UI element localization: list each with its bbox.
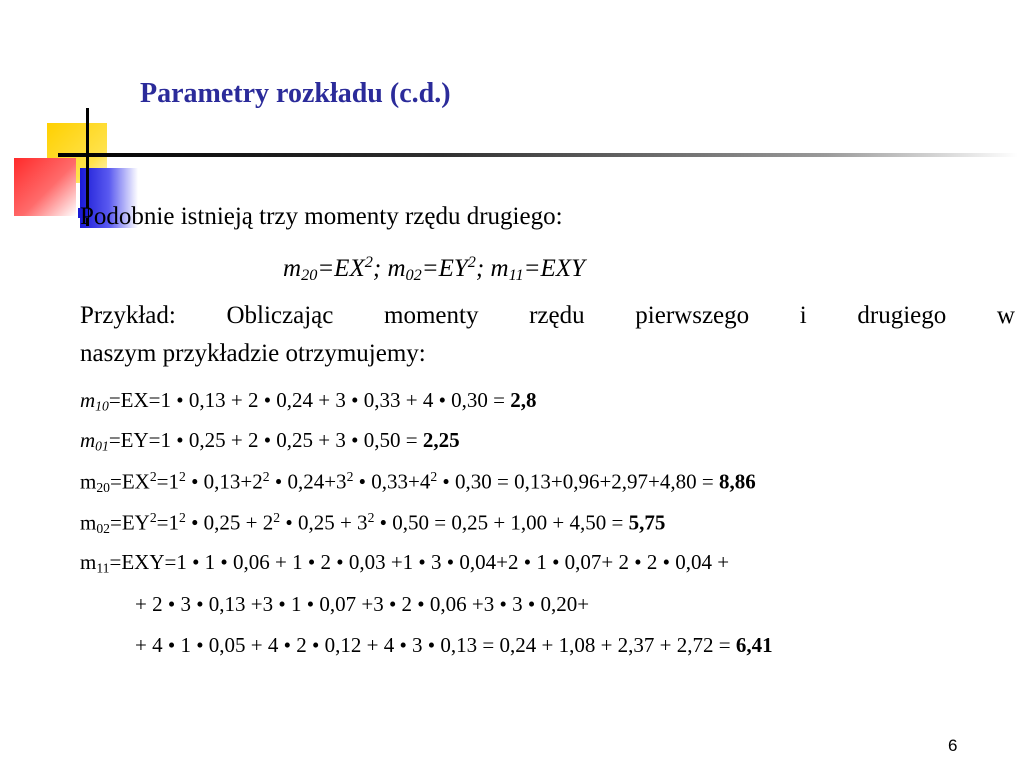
formula-m02: $m_{02}=EY^2=1^2$ • $0,25 + 2^2$ • $0,25 + 3^2$ • 0,50 = 0,25 + 1,00 + 4,50 = 5,75 — [80, 510, 666, 536]
intro-text: Podobnie istnieją trzy momenty rzędu drugiego: — [80, 203, 563, 230]
formula-m11-line1: $m_{11}=EXY=1$ • 1 • 0,06 + 1 • 2 • 0,03 +1 • 3 • 0,04+2 • 1 • 0,07+ 2 • 2 • 0,04 + — [80, 550, 730, 576]
page-number: 6 — [948, 736, 958, 755]
moments-definition: $m_{20}=EX^2$; $m_{02}=EY^2$; $m_{11}=EXY$ — [283, 253, 585, 284]
decor-red-square — [14, 158, 76, 216]
formula-m11-line2: + 2 • 3 • 0,13 +3 • 1 • 0,07 +3 • 2 • 0,06 +3 • 3 • 0,20+ — [135, 592, 590, 616]
example-text-line2: naszym przykładzie otrzymujemy: — [80, 340, 426, 367]
example-text-line1: Przykład: Obliczając momenty rzędu pierwszego i drugiego w — [80, 302, 1015, 329]
slide-title: Parametry rozkładu (c.d.) — [140, 78, 451, 109]
formula-m10: $m_{10}=EX=1$ • 0,13 + 2 • 0,24 + 3 • 0,33 + 4 • 0,30 = 2,8 — [80, 388, 537, 414]
formula-m20: $m_{20}=EX^2=1^2$ • $0,13+2^2$ • $0,24+3^2$ • $0,33+4^2$ • 0,30 = 0,13+0,96+2,97+4,80 = 8,86 — [80, 469, 756, 495]
decor-horizontal-rule — [58, 153, 1018, 157]
formula-m01: $m_{01}=EY=1$ • 0,25 + 2 • 0,25 + 3 • 0,50 = 2,25 — [80, 428, 460, 454]
formula-m11-line3: + 4 • 1 • 0,05 + 4 • 2 • 0,12 + 4 • 3 • 0,13 = 0,24 + 1,08 + 2,37 + 2,72 = 6,41 — [135, 633, 773, 657]
